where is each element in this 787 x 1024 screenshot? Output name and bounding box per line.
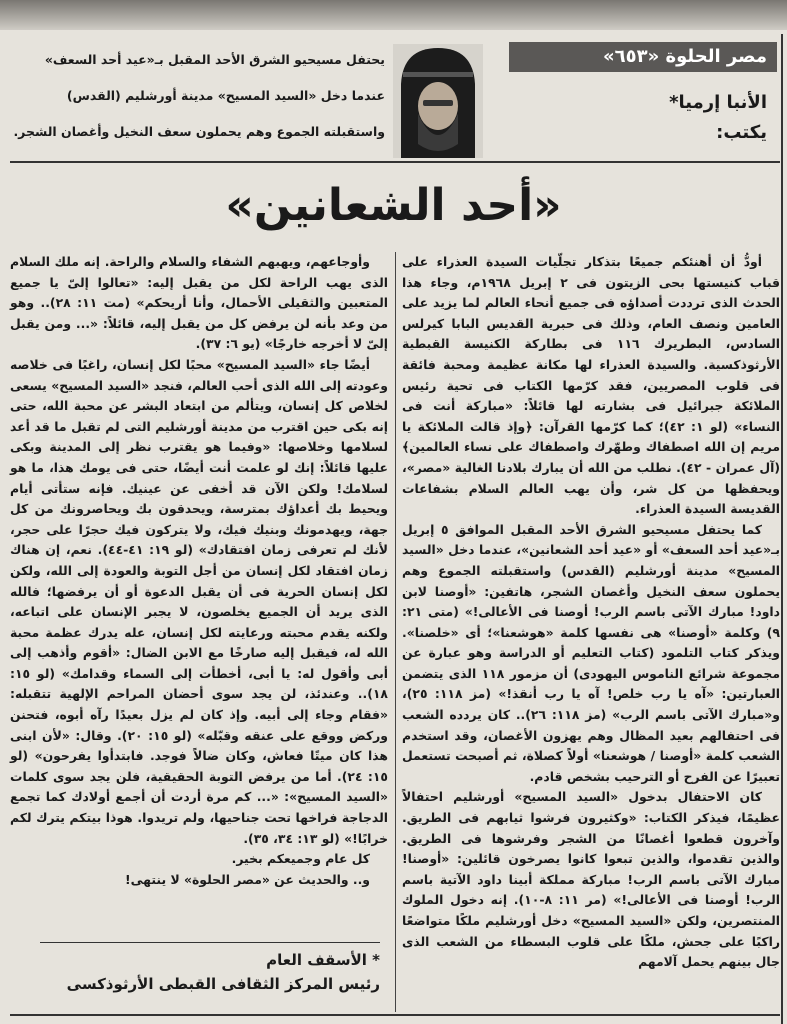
signature-title: * الأسقف العام <box>266 951 380 969</box>
article-title: «أحد الشعانين» <box>225 180 562 231</box>
column-divider <box>395 252 396 1012</box>
deck-line: واستقبلته الجموع وهم يحملون سعف النخيل وأغصان الشجر. <box>13 124 385 139</box>
page-top-edge <box>0 0 787 30</box>
author-signature <box>30 948 380 996</box>
paragraph: كما يحتفل مسيحيو الشرق الأحد المقبل الموافق ٥ إبريل بـ«عيد أحد السعف» أو «عيد أحد الشعانين»، عندما دخل «السيد المسيح» مدينة أورشليم (القدس) واستقبلته الجموع وهم يحملون سعف النخيل وأغصان الشجر، هاتفين: «أوصنا لابن داود! مبارك الآتى باسم الرب! أوصنا فى الأعالى!» (متى ٢١: ٩) وكلمة «أوصنا» هى نفسها كلمة «هوشعنا»؛ أى «خلصنا». ويذكر كتاب التلمود (كتاب التعليم أو الدراسة وهو عبارة عن مجموعة شرائع الناموس اليهودى) أن مزمور ١١٨ الذى يتضمن العبارتين: «آه يا رب خلص! آه يا رب أنقذ!» (مز ١١٨: ٢٥)، و«مبارك الآتى باسم الرب» (مز ١١٨: ٢٦).. كان يردده الشعب فى احتفالهم بعيد المظال وهم يهزون الأغصان، وقد استخدم الشعب كلمة «أوصنا / هوشعنا» أولاً كصلاة، ثم أصبحت تستعمل تعبيرًا عن الفرح أو الترحيب بشخص قادم. <box>402 521 780 784</box>
right-column <box>402 252 780 973</box>
paragraph: وأوجاعهم، ويهبهم الشفاء والسلام والراحة. إنه ملك السلام الذى يهب الراحة لكل من يقبل إليه: «تعالوا إلىّ يا جميع المتعبين والثقيلى الأحمال، وأنا أريحكم» (مت ١١: ٢٨).. وهو من وعد بأنه لن يرفض كل من يقبل إليه، قائلاً: «... ومن يقبل إلىّ لا أخرجه خارجًا» (يو ٦: ٣٧). <box>10 254 388 352</box>
paragraph: كان الاحتفال بدخول «السيد المسيح» أورشليم احتفالاً عظيمًا، فيذكر الكتاب: «وكثيرون فرشوا ثيابهم فى الطريق. وآخرون قطعوا أغصانًا من الشجر وفرشوها فى الطريق. والذين تقدموا، والذين تبعوا كانوا يصرخون قائلين: «أوصنا! مبارك الآتى باسم الرب! مباركة مملكة أبينا داود الآتية باسم الرب! أوصنا فى الأعالى!» (مر ١١: ٨-١٠). إنه دخول الملوك المنتصرين، ولكن «السيد المسيح» دخل أورشليم ملكًا متواضعًا راكبًا على جحش، ملكًا على قلوب البسطاء من الشعب الذى جال بينهم يحمل آلامهم <box>402 789 780 970</box>
deck-line: عندما دخل «السيد المسيح» مدينة أورشليم (القدس) <box>66 88 385 103</box>
paragraph: أودُّ أن أهنئكم جميعًا بتذكار تجلّيات السيدة العذراء على قباب كنيستها بحى الزيتون فى ٢ إبريل ١٩٦٨م، وجاء هذا الحدث الذى ترددت أصداؤه فى جميع أنحاء العالم لما يزيد على العامين ونصف العام، وذلك فى حبرية القديس البابا كيرلس السادس، البطريرك ١١٦ فى بطاركة الكنيسة القبطية الأرثوذكسية. والسيدة العذراء لها مكانة عظيمة ومحبة فائقة فى قلوب المصريين، فقد كرّمها الكتاب فى تحية رئيس الملائكة جبرائيل فى بشارته لها قائلاً: «مباركة أنت فى النساء» (لو ١: ٤٢)؛ كما كرّمها القرآن: ﴿وإذ قالت الملائكة يا مريم إن الله اصطفاك وطهّرك واصطفاك على نساء العالمين﴾ (آل عمران - ٤٢). نطلب من الله أن يبارك بلادنا الغالية «مصر»، ويحفظها من كل شر، وأن يهب العالم السلام بشفاعات القديسة السيدة العذراء. <box>402 254 781 517</box>
signature-role: رئيس المركز الثقافى القبطى الأرثوذكسى <box>66 975 380 993</box>
paragraph: أيضًا جاء «السيد المسيح» محبًا لكل إنسان، راغبًا فى خلاصه وعودته إلى الله الذى أحب العالم، فنجد «السيد المسيح» يسعى لخلاص كل إنسان، ويتألم من ابتعاد البشر عن محبة الله، حتى إنه بكى حين اقترب من مدينة أورشليم التى لم تقبل ما قد أعد لسلامها وخلاصها: «وفيما هو يقترب نظر إلى المدينة وبكى عليها قائلاً: إنك لو علمت أنت أيضًا، حتى فى يومك هذا، ما هو لسلامك! ولكن الآن قد أخفى عن عينيك. فإنه ستأتى أيام ويحيط بك أعداؤك بمترسة، ويحدقون بك ويحاصرونك من كل جهة، ويهدمونك وبنيك فيك، ولا يتركون فيك حجرًا على حجر، لأنك لم تعرفى زمان افتقادك» (لو ١٩: ٤١-٤٤). نعم، إن هناك زمان افتقاد لكل إنسان من أجل التوبة والعودة إلى الله، ولكن لكل إنسان الحرية فى أن يقبل الدعوة أو أن يرفضها؛ فالله الذى يريد أن الجميع يخلصون، لا يجبر الإنسان على اتباعه، ولكنه يقدم محبته ورعايته لكل إنسان، عله يدرك عظمة محبة الله له، فيقبل إليه صارخًا مع الابن الضال: «أقوم وأذهب إلى أبى وأقول له: يا أبى، أخطأت إلى السماء وقدامك» (لو ١٥: ١٨).. وعندئذ، لن يجد سوى أحضان المراحم الإلهية تتقبله: «فقام وجاء إلى أبيه. وإذ كان لم يزل بعيدًا رآه أبوه، فتحنن وركض ووقع على عنقه وقبّله» (لو ١٥: ٢٠). وقال: «لأن ابنى هذا كان ميتًا فعاش، وكان ضالاً فوجد. فابتدأوا يفرحون» (لو ١٥: ٢٤). أما من يرفض التوبة الحقيقية، فلن يجد سوى كلمات «السيد المسيح»: «... كم مرة أردت أن أجمع أولادك كما تجمع الدجاجة فراخها تحت جناحيها، ولم تريدوا. هوذا بيتكم يترك لكم خرابًا!» (لو ١٣: ٣٤، ٣٥). <box>10 356 388 846</box>
column-banner: مصر الحلوة «٦٥٣» <box>509 42 777 72</box>
left-column <box>10 252 388 890</box>
divider <box>10 1014 780 1016</box>
author-photo <box>393 44 483 158</box>
article-header <box>0 34 787 162</box>
author-byline <box>669 88 767 148</box>
article-deck <box>10 42 385 150</box>
writes-label: يكتب: <box>716 122 767 143</box>
paragraph: و.. والحديث عن «مصر الحلوة» لا ينتهى! <box>125 871 370 887</box>
paragraph: كل عام وجميعكم بخير. <box>231 851 370 867</box>
author-name: الأنبا إرميا* <box>669 92 767 113</box>
deck-line: يحتفل مسيحيو الشرق الأحد المقبل بـ«عيد أحد السعف» <box>44 52 385 67</box>
divider <box>10 161 780 163</box>
divider <box>40 942 380 943</box>
